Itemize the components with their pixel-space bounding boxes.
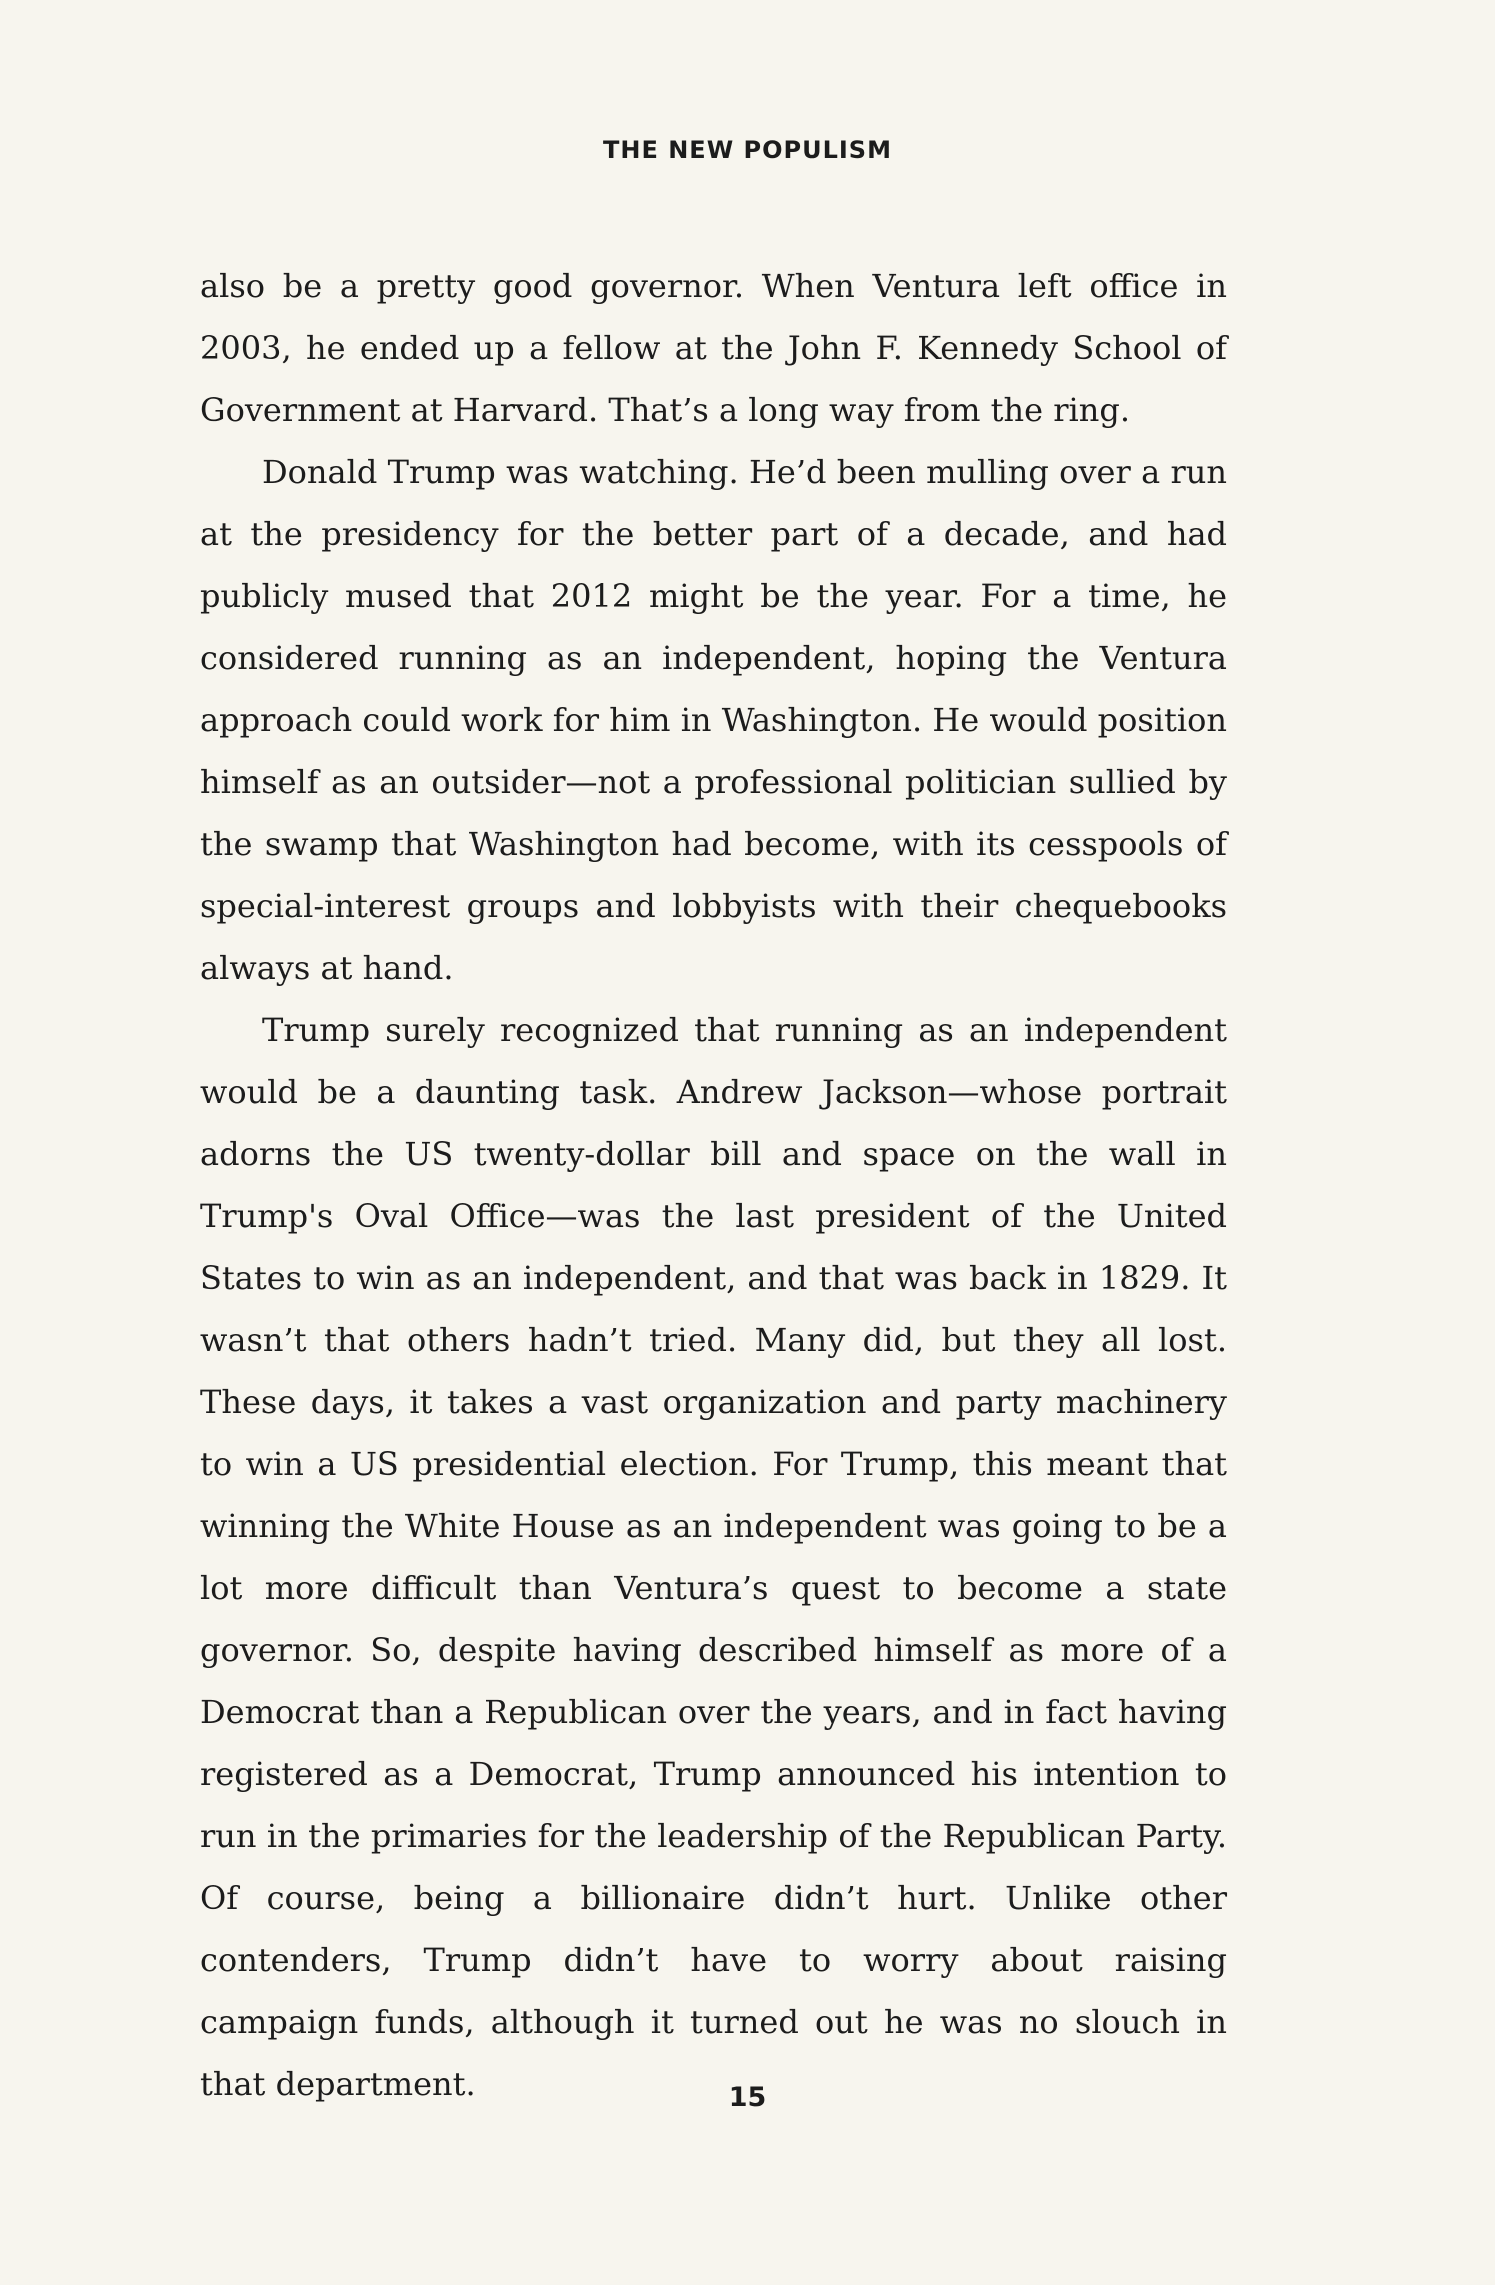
paragraph-trump-independent: Trump surely recognized that running as an independent would be a daunting task. Andrew Jackson—whose portrait adorns the US twenty-dollar bill and space on the wall in Trump's Oval Office—was the last president of the United States to win as an independent, and that was back in 1829. It wasn’t that others hadn’t tried. Many did, but they all lost. These days, it takes a vast organization and party machinery to win a US presidential election. For Trump, this meant that winning the White House as an independent was going to be a lot more difficult than Ventura’s quest to become a state governor. So, despite having described himself as more of a Democrat than a Republican over the years, and in fact having registered as a Democrat, Trump announced his intention to run in the primaries for the leadership of the Republican Party. Of course, being a billionaire didn’t hurt. Unlike other contenders, Trump didn’t have to worry about raising campaign funds, although it turned out he was no slouch in that department.: [200, 1011, 1227, 2103]
body-text: [200, 255, 1227, 2115]
page-number: 15: [728, 2082, 767, 2113]
running-head: THE NEW POPULISM: [603, 136, 892, 164]
paragraph-donald-trump-watching: Donald Trump was watching. He’d been mulling over a run at the presidency for the better part of a decade, and had publicly mused that 2012 might be the year. For a time, he considered running as an independent, hoping the Ventura approach could work for him in Washington. He would position himself as an outsider—not a professional politician sullied by the swamp that Washington had become, with its cesspools of special-interest groups and lobbyists with their chequebooks always at hand.: [200, 453, 1227, 987]
paragraph-continuation: also be a pretty good governor. When Ventura left office in 2003, he ended up a fellow at the John F. Kennedy School of Government at Harvard. That’s a long way from the ring.: [200, 267, 1227, 429]
